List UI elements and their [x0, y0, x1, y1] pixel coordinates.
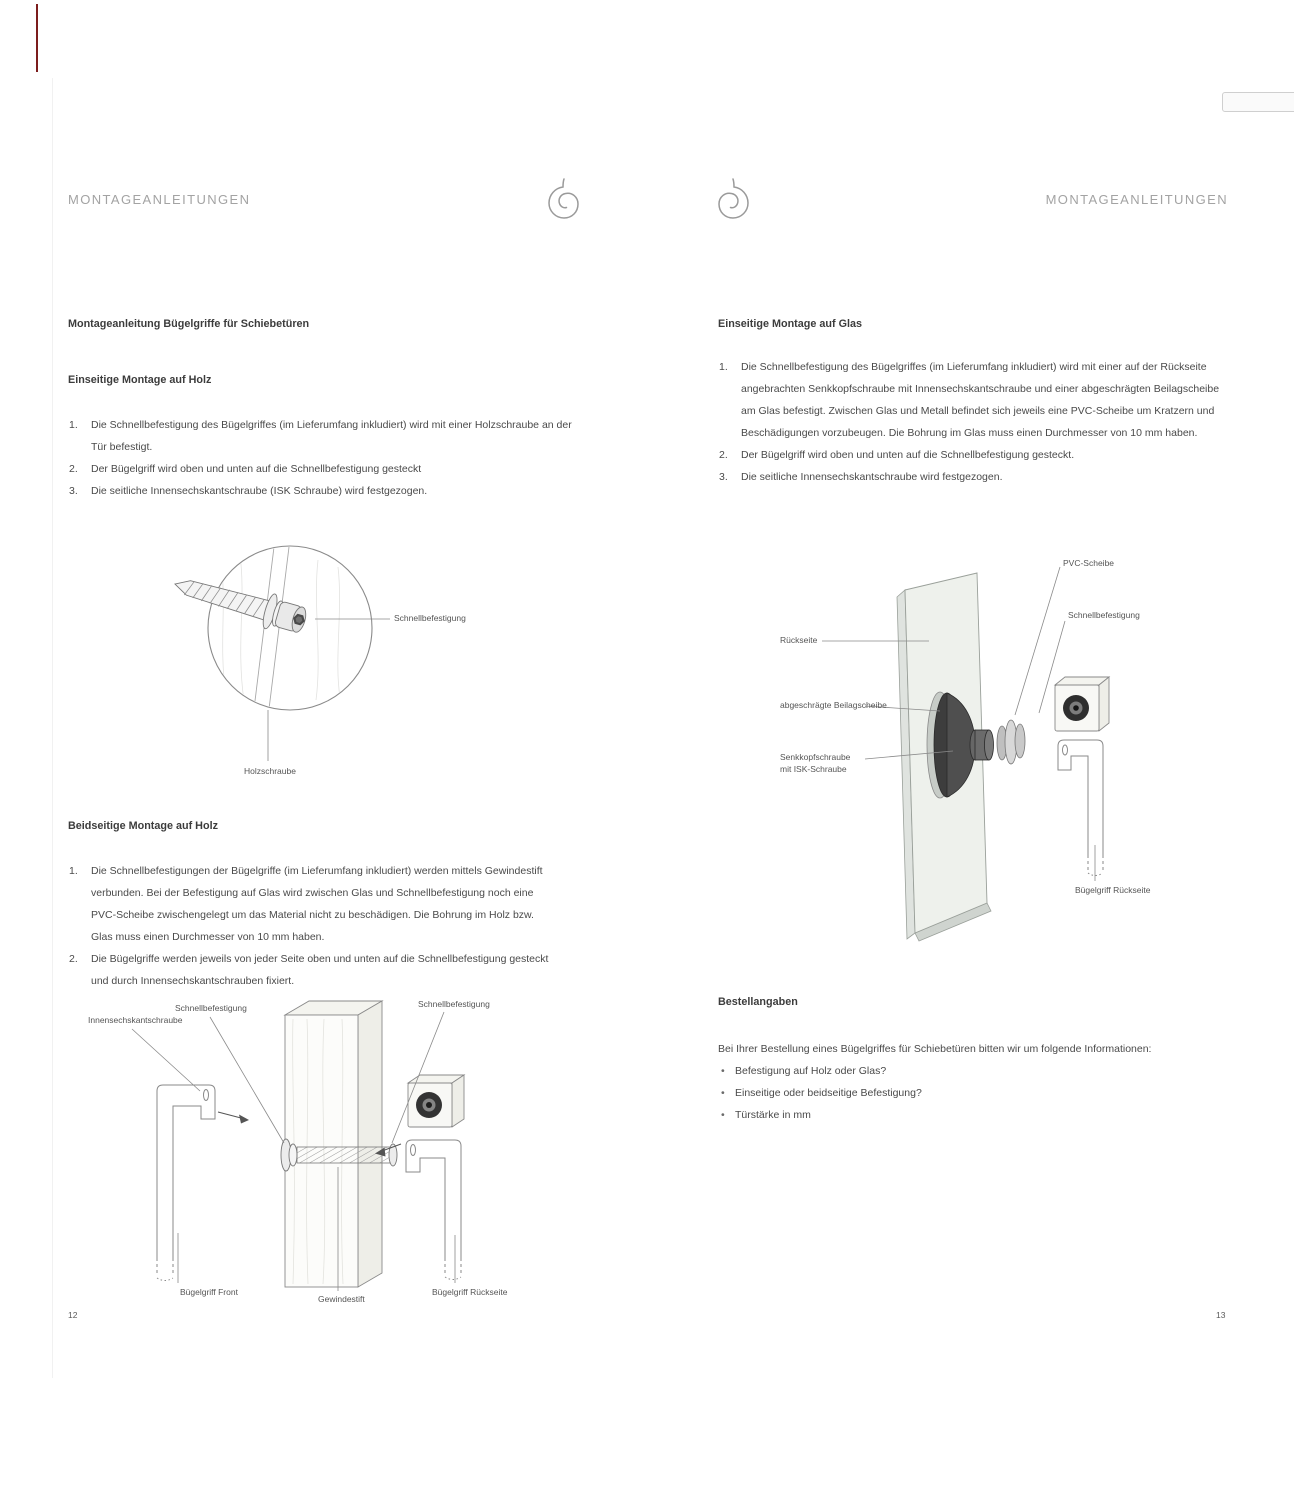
- figure-label-senkkopfschraube: Senkkopfschraube: [780, 752, 851, 762]
- bullet-item: • Türstärke in mm: [718, 1104, 1198, 1126]
- figure-label-schnellbefestigung: Schnellbefestigung: [394, 613, 466, 623]
- figure-label-pvc-scheibe: PVC-Scheibe: [1063, 558, 1115, 568]
- handle-bracket-back: [406, 1140, 461, 1280]
- logo-icon: [543, 176, 583, 224]
- wooden-post: [285, 1001, 382, 1287]
- figure-label-buegelgriff-rueckseite: Bügelgriff Rückseite: [432, 1287, 508, 1297]
- figure-label-schnellbefestigung: Schnellbefestigung: [1068, 610, 1140, 620]
- figure-label-isk-schraube: mit ISK-Schraube: [780, 764, 847, 774]
- quick-fixing-block: [408, 1075, 464, 1127]
- page-title: Montageanleitung Bügelgriffe für Schiebetüren: [68, 318, 310, 330]
- instruction-item: Die Bügelgriffe werden jeweils von jeder Seite oben und unten auf die Schnellbefestigung gesteckt und durch Innensechskantschrauben fixiert.: [91, 953, 549, 987]
- wood-screw-illustration: [68, 505, 548, 795]
- section-heading-einseitig-holz: Einseitige Montage auf Holz: [68, 374, 212, 386]
- bullet-item: • Einseitige oder beidseitige Befestigung?: [718, 1082, 1198, 1104]
- instruction-item: Die Schnellbefestigung des Bügelgriffes (im Lieferumfang inkludiert) wird mit einer Holzschraube an der Tür befestigt.: [91, 419, 572, 453]
- instruction-list-einseitig-holz: [68, 414, 588, 502]
- section-heading-beidseitig-holz: Beidseitige Montage auf Holz: [68, 820, 218, 832]
- figure-label-beilagscheibe: abgeschrägte Beilagscheibe: [780, 700, 887, 710]
- figure-label-schnellbefestigung-rechts: Schnellbefestigung: [418, 999, 490, 1009]
- instruction-item: Die Schnellbefestigungen der Bügelgriffe (im Lieferumfang inkludiert) werden mittels Gewindestift verbunden. Bei der Befestigung auf Glas wird zwischen Glas und Schnellbefestigung noch eine PVC-Scheibe zwischengelegt um das Material nicht zu beschädigen. Die Bohrung im Holz bzw. Glas muss einen Durchmesser von 10 mm haben.: [91, 865, 543, 943]
- section-heading-einseitig-glas: Einseitige Montage auf Glas: [718, 318, 862, 330]
- instruction-item: Die Schnellbefestigung des Bügelgriffes (im Lieferumfang inkludiert) wird mit einer auf der Rückseite angebrachten Senkkopfschraube mit Innensechskantschraube und einer abgeschrägten Beilagscheibe am Glas befestigt. Zwischen Glas und Metall befindet sich jeweils eine PVC-Scheibe um Kratzern und Beschädigungen vorzubeugen. Die Bohrung im Glas muss einen Durchmesser von 10 mm haben.: [741, 361, 1220, 439]
- figure-label-holzschraube: Holzschraube: [244, 766, 296, 776]
- running-header-right: MONTAGEANLEITUNGEN: [1045, 192, 1228, 207]
- figure-holzschraube: [68, 505, 548, 795]
- figure-label-buegelgriff-rueckseite: Bügelgriff Rückseite: [1075, 885, 1151, 895]
- pvc-washers: [997, 720, 1025, 764]
- figure-label-innensechskantschraube: Innensechskantschraube: [88, 1015, 183, 1025]
- figure-label-buegelgriff-front: Bügelgriff Front: [180, 1287, 238, 1297]
- glass-mount-illustration: [707, 545, 1267, 955]
- instruction-item: Der Bügelgriff wird oben und unten auf die Schnellbefestigung gesteckt.: [741, 449, 1075, 461]
- running-header-left: MONTAGEANLEITUNGEN: [68, 192, 251, 207]
- figure-label-rueckseite: Rückseite: [780, 635, 818, 645]
- bestellangaben-intro: Bei Ihrer Bestellung eines Bügelgriffes für Schiebetüren bitten wir um folgende Informationen:: [718, 1043, 1152, 1055]
- page-number-right: 13: [1216, 1310, 1226, 1320]
- bestellangaben-list: [718, 1060, 1198, 1126]
- instruction-list-einseitig-glas: [718, 356, 1225, 488]
- figure-einseitig-glas: [707, 545, 1267, 955]
- handle-bracket-front: [157, 1085, 215, 1281]
- instruction-item: Die seitliche Innensechskantschraube (ISK Schraube) wird festgezogen.: [91, 485, 428, 497]
- assembly-arrow-right: [218, 1112, 249, 1124]
- handle-bracket-back: [1058, 740, 1103, 876]
- figure-beidseitig-holz: [60, 995, 590, 1330]
- page-right: [647, 0, 1294, 1500]
- section-heading-bestellangaben: Bestellangaben: [718, 996, 798, 1008]
- instruction-list-beidseitig-holz: [68, 860, 550, 992]
- figure-label-schnellbefestigung-links: Schnellbefestigung: [175, 1003, 247, 1013]
- beidseitig-illustration: [60, 995, 590, 1330]
- instruction-item: Die seitliche Innensechskantschraube wird festgezogen.: [741, 471, 1003, 483]
- quick-fixing-block: [1055, 677, 1109, 731]
- instruction-item: Der Bügelgriff wird oben und unten auf die Schnellbefestigung gesteckt: [91, 463, 422, 475]
- page-number-left: 12: [68, 1310, 78, 1320]
- figure-label-gewindestift: Gewindestift: [318, 1294, 365, 1304]
- logo-icon: [714, 176, 754, 224]
- bullet-item: • Befestigung auf Holz oder Glas?: [718, 1060, 1198, 1082]
